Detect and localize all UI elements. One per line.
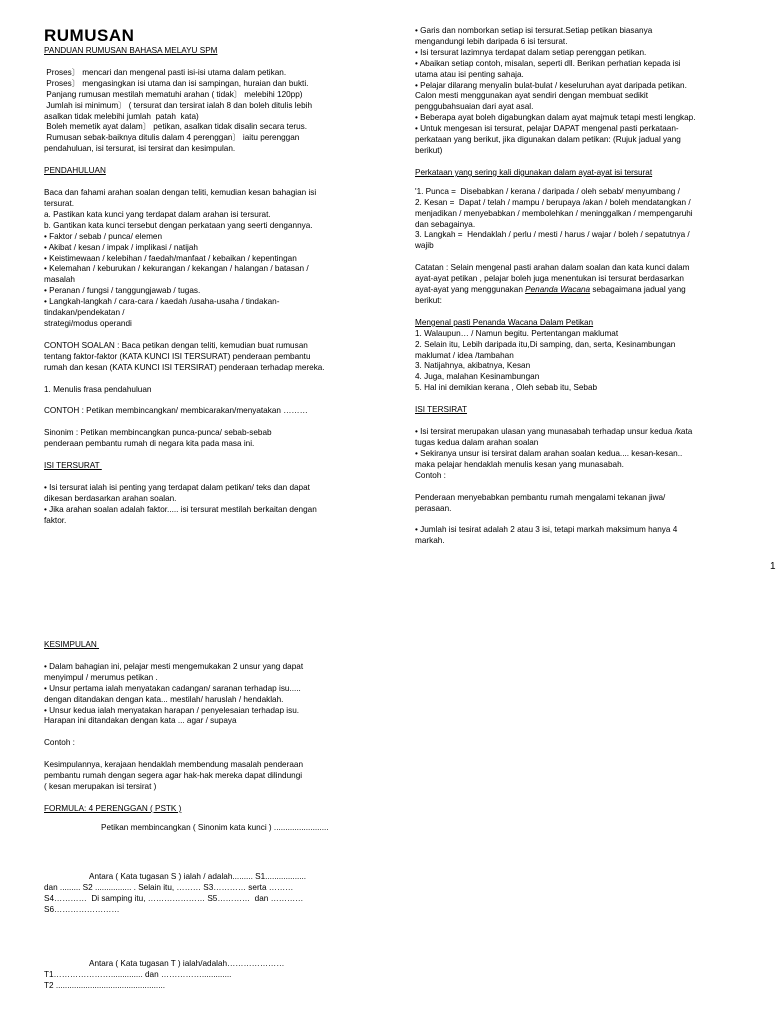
tips-line: • Isi tersurat lazimnya terdapat dalam setiap perenggan petikan.	[415, 47, 647, 57]
formula-s-line: dan ......... S2 ................ . Selain itu, ……… S3………… serta ………	[44, 882, 294, 892]
kesimpulan-block	[44, 662, 384, 727]
pendahuluan-line: tersurat.	[44, 198, 75, 208]
formula-t-line: Antara ( Kata tugasan T ) ialah/adalah…………………	[89, 959, 285, 969]
penanda-line: 3. Natijahnya, akibatnya, Kesan	[415, 361, 531, 371]
pendahuluan-line: • Akibat / kesan / impak / implikasi / natijah	[44, 242, 198, 252]
tips-line: • Pelajar dilarang menyalin bulat-bulat / keseluruhan ayat daripada petikan.	[415, 80, 687, 90]
isi-tersurat-line: faktor.	[44, 515, 67, 525]
formula-t-line: T1………………….............. dan …………….............	[44, 970, 232, 980]
contoh-soalan-line: tentang faktor-faktor (KATA KUNCI ISI TERSURAT) penderaan pembantu	[44, 351, 311, 361]
penanda-wacana-term: Penanda Wacana	[525, 285, 591, 295]
isi-tersirat-line: maka pelajar hendaklah menulis kesan yang munasabah.	[415, 459, 624, 469]
kesimpulan-line: dengan ditandakan dengan kata... mestilah/ haruslah / hendaklah.	[44, 694, 284, 704]
catatan-line: Catatan : Selain mengenal pasti arahan dalam soalan dan kata kunci dalam	[415, 263, 690, 273]
tips-line: • Garis dan nomborkan setiap isi tersurat.Setiap petikan biasanya	[415, 26, 653, 35]
penanda-line: 5. Hal ini demikian kerana , Oleh sebab itu, Sebab	[415, 383, 598, 393]
catatan-line: berikut:	[415, 295, 442, 305]
perkataan-heading: Perkataan yang sering kali digunakan dalam ayat-ayat isi tersurat	[415, 167, 653, 177]
catatan-block	[415, 263, 749, 307]
penanda-line: 2. Selain itu, Lebih daripada itu,Di samping, dan, serta, Kesinambungan	[415, 339, 676, 349]
formula-t-line: T2 ................................................	[44, 981, 166, 991]
intro-line: Boleh memetik ayat dalam〕 petikan, asalkan tidak disalin secara terus.	[44, 122, 308, 132]
kesimpulan-line: • Dalam bahagian ini, pelajar mesti mengemukakan 2 unsur yang dapat	[44, 661, 304, 671]
perkataan-line: dan sebagainya.	[415, 219, 476, 229]
tips-line: mengandungi lebih daripada 6 isi tersurat.	[415, 36, 568, 46]
jumlah-block	[415, 525, 749, 547]
pendahuluan-block	[44, 188, 380, 330]
isi-tersirat-heading: ISI TERSIRAT	[415, 405, 468, 415]
catatan-text: ayat-ayat yang menggunakan	[415, 285, 526, 295]
kesimpulannya-line: ( kesan merupakan isi tersirat )	[44, 782, 157, 792]
intro-block	[44, 68, 380, 155]
formula-heading: FORMULA: 4 PERENGGAN ( PSTK )	[44, 803, 182, 813]
step-1: 1. Menulis frasa pendahuluan	[44, 384, 152, 394]
pendahuluan-line: • Kelemahan / keburukan / kekurangan / kekangan / halangan / batasan /	[44, 264, 309, 274]
penanda-block	[415, 329, 749, 394]
intro-line: Panjang rumusan mestilah mematuhi arahan ( tidak〕 melebihi 120pp)	[44, 89, 303, 99]
kesimpulan-heading: KESIMPULAN	[44, 640, 100, 649]
isi-tersurat-line: • Isi tersurat ialah isi penting yang terdapat dalam petikan/ teks dan dapat	[44, 483, 310, 493]
pendahuluan-line: tindakan/pendekatan /	[44, 308, 125, 318]
isi-tersirat-line: tugas kedua dalam arahan soalan	[415, 438, 539, 447]
formula-s-block	[44, 872, 384, 916]
kesimpulannya-line: pembantu rumah dengan segera agar hak-hak mereka dapat dilindungi	[44, 771, 303, 781]
left-column	[44, 26, 380, 527]
formula-s-line: S4………… Di samping itu, ………………… S5………… dan …………	[44, 893, 304, 903]
perkataan-line: 3. Langkah = Hendaklah / perlu / mesti / harus / wajar / boleh / sepatutnya /	[415, 230, 690, 240]
penanda-line: maklumat / idea /tambahan	[415, 350, 514, 360]
isi-tersurat-line: dikesan berdasarkan arahan soalan.	[44, 494, 177, 503]
perkataan-line: '1. Punca = Disebabkan / kerana / daripada / oleh sebab/ menyumbang /	[415, 186, 680, 196]
isi-tersirat-line: Contoh :	[415, 470, 446, 480]
isi-tersurat-heading: ISI TERSURAT	[44, 461, 102, 471]
catatan-line: ayat-ayat petikan , pelajar boleh juga menentukan isi tersurat berdasarkan	[415, 274, 684, 284]
formula-s-line: Antara ( Kata tugasan S ) ialah / adalah......... S1..................	[89, 871, 307, 881]
tips-line: • Abaikan setiap contoh, misalan, seperti dll. Berikan perhatian kepada isi	[415, 58, 681, 68]
contoh-soalan-block	[44, 341, 380, 374]
pendahuluan-line: a. Pastikan kata kunci yang terdapat dalam arahan isi tersurat.	[44, 209, 271, 219]
penderaan-block	[415, 493, 749, 515]
page-title: RUMUSAN	[44, 26, 135, 45]
tips-line: utama atau isi penting sahaja.	[415, 69, 524, 79]
pendahuluan-line: • Keistimewaan / kelebihan / faedah/manfaat / kebaikan / kepentingan	[44, 253, 297, 263]
jumlah-line: markah.	[415, 536, 445, 546]
pendahuluan-line: strategi/modus operandi	[44, 318, 132, 328]
intro-line: pendahuluan, isi tersurat, isi tersirat dan kesimpulan.	[44, 144, 236, 154]
pendahuluan-heading: PENDAHULUAN	[44, 166, 106, 176]
isi-tersirat-line: • Isi tersirat merupakan ulasan yang munasabah terhadap unsur kedua /kata	[415, 427, 693, 437]
jumlah-line: • Jumlah isi tesirat adalah 2 atau 3 isi, tetapi markah maksimum hanya 4	[415, 525, 678, 535]
contoh-soalan-line: rumah dan kesan (KATA KUNCI ISI TERSIRAT) penderaan terhadap mereka.	[44, 362, 325, 372]
pendahuluan-line: • Faktor / sebab / punca/ elemen	[44, 231, 163, 241]
contoh-1: CONTOH : Petikan membincangkan/ membicarakan/menyatakan ………	[44, 406, 308, 416]
page-subtitle: PANDUAN RUMUSAN BAHASA MELAYU SPM	[44, 46, 218, 55]
penanda-line: 4. Juga, malahan Kesinambungan	[415, 372, 540, 382]
perkataan-line: wajib	[415, 241, 434, 251]
intro-line: asalkan tidak melebihi jumlah patah kata)	[44, 111, 199, 121]
catatan-text: sebagaimana jadual yang	[590, 285, 686, 295]
penanda-heading: Mengenal pasti Penanda Wacana Dalam Petikan	[415, 317, 594, 327]
tips-line: perkataan yang berikut, jika digunakan dalam petikan: (Rujuk jadual yang	[415, 135, 681, 145]
kesimpulan-line: Harapan ini ditandakan dengan kata ... agar / supaya	[44, 716, 237, 726]
formula-p-line: Petikan membincangkan ( Sinonim kata kunci ) ........................	[101, 822, 329, 832]
formula-t-block	[44, 959, 384, 992]
kesimpulannya-block	[44, 760, 384, 793]
contoh-label: Contoh :	[44, 738, 75, 748]
isi-tersurat-block	[44, 483, 380, 527]
perkataan-block	[415, 187, 749, 252]
isi-tersurat-line: • Jika arahan soalan adalah faktor..... isi tersurat mestilah berkaitan dengan	[44, 504, 317, 514]
tips-line: • Beberapa ayat boleh digabungkan dalam ayat majmuk tetapi mesti lengkap.	[415, 113, 696, 123]
perkataan-line: menjadikan / menyebabkan / membolehkan / meninggalkan / mempengaruhi	[415, 208, 693, 218]
pendahuluan-line: • Peranan / fungsi / tanggungjawab / tugas.	[44, 286, 201, 296]
kesimpulan-line: • Unsur kedua ialah menyatakan harapan / penyelesaian terhadap isu.	[44, 705, 300, 715]
intro-line: Proses〕 mengasingkan isi utama dan isi sampingan, huraian dan bukti.	[44, 78, 309, 88]
pendahuluan-line: masalah	[44, 275, 75, 285]
tersurat-tips-block	[415, 26, 749, 157]
intro-line: Proses〕 mencari dan mengenal pasti isi-isi utama dalam petikan.	[44, 67, 287, 77]
pendahuluan-line: Baca dan fahami arahan soalan dengan teliti, kemudian kesan bahagian isi	[44, 188, 317, 198]
isi-tersirat-line: • Sekiranya unsur isi tersirat dalam arahan soalan kedua.... kesan-kesan..	[415, 448, 683, 458]
isi-tersirat-block	[415, 427, 749, 482]
kesimpulannya-line: Kesimpulannya, kerajaan hendaklah membendung masalah penderaan	[44, 760, 303, 770]
pendahuluan-line: • Langkah-langkah / cara-cara / kaedah /usaha-usaha / tindakan-	[44, 297, 280, 307]
tips-line: berikut)	[415, 145, 443, 155]
contoh-soalan-line: CONTOH SOALAN : Baca petikan dengan teliti, kemudian buat rumusan	[44, 340, 308, 350]
tips-line: Calon mesti menggunakan ayat sendiri dengan membuat sedikit	[415, 91, 649, 101]
intro-line: Rumusan sebak-baiknya ditulis dalam 4 perenggan〕 iaitu perenggan	[44, 133, 300, 143]
sinonim-block	[44, 428, 380, 450]
penderaan-line: perasaan.	[415, 503, 452, 513]
bottom-section	[44, 640, 384, 992]
kesimpulan-line: menyimpul / merumus petikan .	[44, 672, 158, 682]
intro-line: Jumlah isi minimum〕 ( tersurat dan tersirat ialah 8 dan boleh ditulis lebih	[44, 100, 313, 110]
catatan-line	[415, 285, 749, 296]
perkataan-line: 2. Kesan = Dapat / telah / mampu / berupaya /akan / boleh mendatangkan /	[415, 197, 691, 207]
page-number: 1	[770, 561, 776, 572]
formula-s-line: S6……………………	[44, 904, 120, 914]
sinonim-line: Sinonim : Petikan membincangkan punca-punca/ sebab-sebab	[44, 428, 272, 438]
tips-line: penggubahsuaian dari ayat asal.	[415, 102, 534, 112]
penderaan-line: Penderaan menyebabkan pembantu rumah mengalami tekanan jiwa/	[415, 492, 666, 502]
right-column	[415, 26, 749, 547]
pendahuluan-line: b. Gantikan kata kunci tersebut dengan perkataan yang seerti dengannya.	[44, 220, 313, 230]
penanda-line: 1. Walaupun… / Namun begitu. Pertentangan maklumat	[415, 328, 619, 338]
kesimpulan-line: • Unsur pertama ialah menyatakan cadangan/ saranan terhadap isu.....	[44, 683, 301, 693]
sinonim-line: penderaan pembantu rumah di negara kita pada masa ini.	[44, 439, 255, 449]
tips-line: • Untuk mengesan isi tersurat, pelajar DAPAT mengenal pasti perkataan-	[415, 124, 679, 134]
